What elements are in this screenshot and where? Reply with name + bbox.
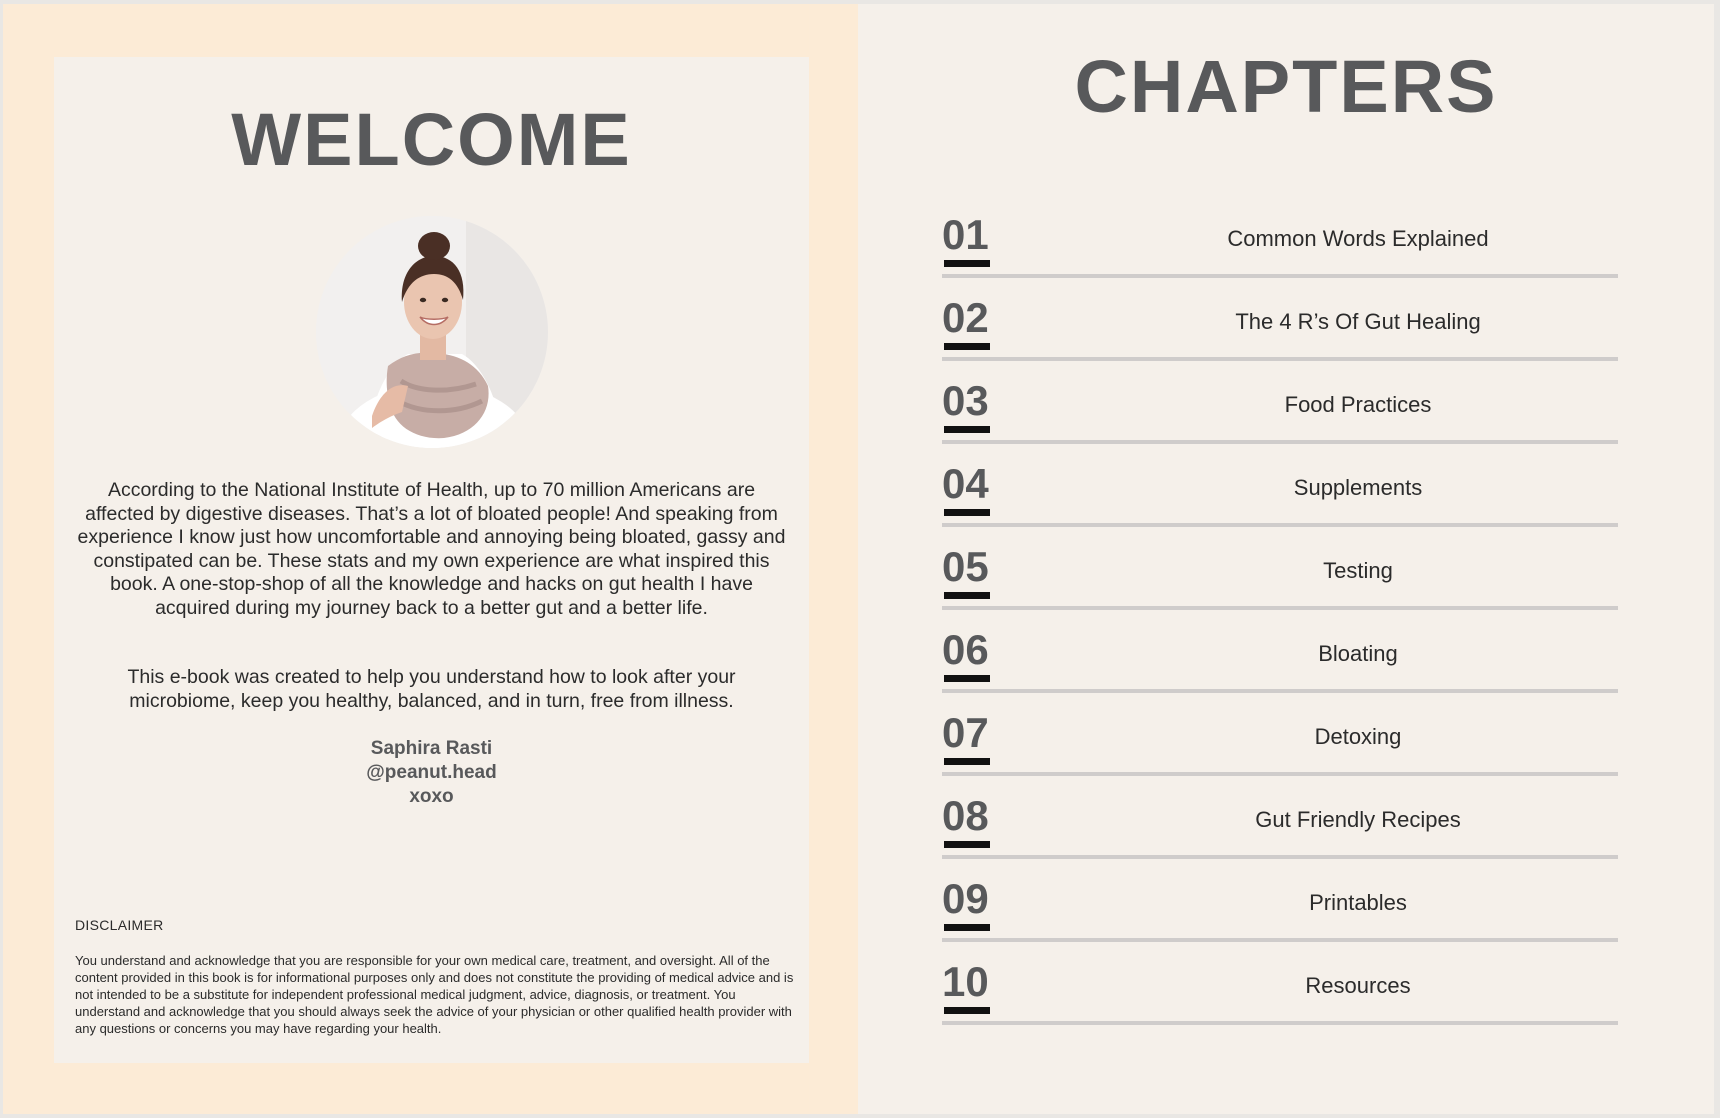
chapter-number-underline [944, 426, 990, 433]
chapter-item[interactable] [858, 793, 1714, 877]
welcome-title: WELCOME [231, 98, 632, 181]
chapter-number: 01 [942, 211, 989, 258]
chapter-number-underline [944, 841, 990, 848]
chapter-divider [942, 606, 1618, 610]
chapter-divider [942, 440, 1618, 444]
chapter-title: Resources [1305, 973, 1411, 998]
chapters-title: CHAPTERS [1074, 45, 1498, 128]
chapter-title: Supplements [1293, 475, 1423, 500]
purpose-paragraph: This e-book was created to help you understand how to look after your microbiome, keep you healthy, balanced, and in turn, free from illness. [127, 666, 736, 712]
disclaimer-heading: DISCLAIMER [75, 917, 164, 933]
chapters-page [858, 4, 1714, 1114]
disclaimer-text: You understand and acknowledge that you are responsible for your own medical care, treatment, and oversight. All of the content provided in this book is for informational purposes only and does not constitute the providing of medical advice and is not intended to be a substitute for independent professional medical judgment, advice, diagnosis, or treatment. You understand and acknowledge that you should always seek the advice of your physician or other qualified health provider with any questions or concerns you may have regarding your health. [75, 953, 794, 1036]
chapter-title: Food Practices [1284, 392, 1432, 417]
chapter-number: 08 [942, 792, 989, 839]
signoff: xoxo [409, 786, 454, 807]
chapter-item[interactable] [858, 544, 1714, 628]
author-handle: @peanut.head [366, 762, 497, 783]
chapter-title: Detoxing [1314, 724, 1402, 749]
chapter-divider [942, 1021, 1618, 1025]
chapter-title: Printables [1309, 890, 1407, 915]
chapter-item[interactable] [858, 710, 1714, 794]
chapter-number: 09 [942, 875, 989, 922]
chapter-number: 02 [942, 294, 989, 341]
welcome-page [3, 4, 858, 1114]
chapter-item[interactable] [858, 461, 1714, 545]
chapter-title: The 4 R’s Of Gut Healing [1235, 309, 1481, 334]
chapter-item[interactable] [858, 627, 1714, 711]
chapter-number-underline [944, 592, 990, 599]
chapter-divider [942, 357, 1618, 361]
chapter-divider [942, 274, 1618, 278]
chapter-number: 04 [942, 460, 989, 507]
welcome-panel [54, 57, 809, 1063]
chapter-divider [942, 938, 1618, 942]
signature [54, 737, 809, 809]
chapter-number: 07 [942, 709, 989, 756]
chapter-number: 06 [942, 626, 989, 673]
chapter-number-underline [944, 675, 990, 682]
chapter-title: Bloating [1318, 641, 1398, 666]
author-photo-illustration [316, 216, 548, 448]
book-spread [3, 4, 1714, 1114]
chapter-item[interactable] [858, 876, 1714, 960]
chapter-number-underline [944, 343, 990, 350]
chapter-number-underline [944, 260, 990, 267]
chapter-divider [942, 523, 1618, 527]
chapter-title: Gut Friendly Recipes [1255, 807, 1461, 832]
author-name: Saphira Rasti [370, 738, 493, 759]
chapter-divider [942, 689, 1618, 693]
chapter-title: Common Words Explained [1227, 226, 1489, 251]
chapter-number: 10 [942, 958, 989, 1005]
chapter-number-underline [944, 924, 990, 931]
chapter-title: Testing [1323, 558, 1393, 583]
chapter-number-underline [944, 1007, 990, 1014]
author-photo [316, 216, 548, 448]
chapter-item[interactable] [858, 959, 1714, 1043]
chapter-item[interactable] [858, 295, 1714, 379]
chapter-number: 05 [942, 543, 989, 590]
intro-paragraph: According to the National Institute of Health, up to 70 million Americans are affected by digestive diseases. That’s a lot of bloated people! And speaking from experience I know just how uncomfortable and annoying being bloated, gassy and constipated can be. These stats and my own experience are what inspired this book. A one-stop-shop of all the knowledge and hacks on gut health I have acquired during my journey back to a better gut and a better life. [77, 479, 786, 619]
chapter-divider [942, 772, 1618, 776]
chapter-number: 03 [942, 377, 989, 424]
chapter-divider [942, 855, 1618, 859]
chapter-item[interactable] [858, 212, 1714, 296]
chapter-number-underline [944, 758, 990, 765]
chapter-list [858, 4, 1714, 1114]
chapter-number-underline [944, 509, 990, 516]
chapter-item[interactable] [858, 378, 1714, 462]
